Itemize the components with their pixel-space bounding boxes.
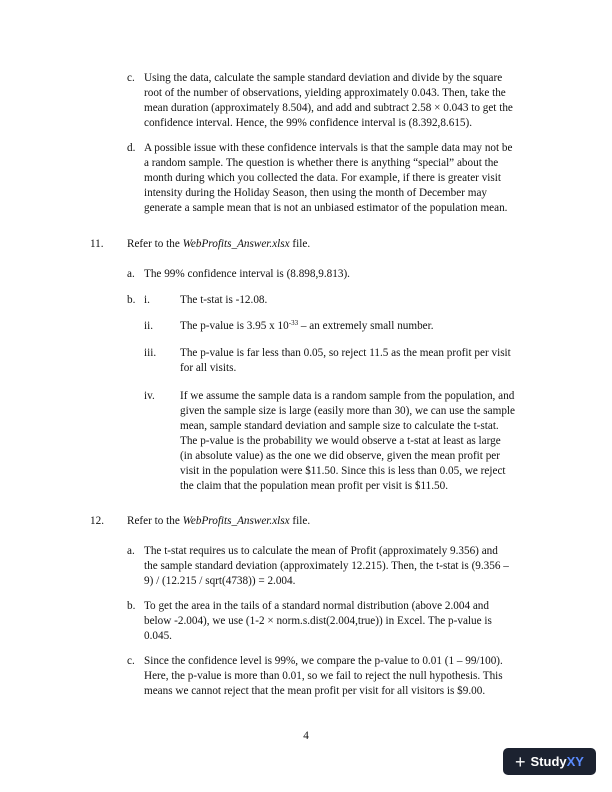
subitem-label: iv. xyxy=(144,390,155,402)
text-line: given the sample size is large (easily more than 30), we can use the sample xyxy=(180,405,515,417)
intro-text: file. xyxy=(289,515,311,527)
text-part: The p-value is 3.95 x 10 xyxy=(180,320,289,332)
text-part: – an extremely small number. xyxy=(298,320,434,332)
text-line: the claim that the population mean profit per visit is $11.50. xyxy=(180,480,449,492)
text-line: The p-value is far less than 0.05, so reject 11.5 as the mean profit per visit xyxy=(180,347,511,359)
text-line: for all visits. xyxy=(180,362,237,374)
text-line: The t-stat requires us to calculate the mean of Profit (approximately 9.356) and xyxy=(144,545,498,557)
studyxy-badge[interactable] xyxy=(503,748,596,775)
item-label: c. xyxy=(127,655,135,667)
text-line: root of the number of observations, yielding approximately 0.043. Then, take the xyxy=(144,87,506,99)
question-number: 12. xyxy=(90,515,104,527)
item-label: b. xyxy=(127,294,136,306)
text-line: 0.045. xyxy=(144,630,172,642)
text-line: The t-stat is -12.08. xyxy=(180,294,268,306)
text-line: the sample standard deviation (approximately 12.215). Then, the t-stat is (9.356 – xyxy=(144,560,509,572)
question-number: 11. xyxy=(90,238,104,250)
text-line: below -2.004), we use (1-2 × norm.s.dist(2.004,true)) in Excel. The p-value is xyxy=(144,615,492,627)
subitem-label: iii. xyxy=(144,347,157,359)
item-label: a. xyxy=(127,268,135,280)
text-line: visit in the population were $11.50. Since this is less than 0.05, we reject xyxy=(180,465,506,477)
text-line: The p-value is the probability we would observe a t-stat at least as large xyxy=(180,435,501,447)
exponent: -33 xyxy=(288,319,299,327)
text-line: If we assume the sample data is a random sample from the population, and xyxy=(180,390,515,402)
item-label: d. xyxy=(127,142,136,154)
text-line: Here, the p-value is more than 0.01, so we fail to reject the null hypothesis. This xyxy=(144,670,503,682)
question-12-intro xyxy=(127,514,310,529)
plus-icon: + xyxy=(515,751,526,772)
text-line: mean, sample standard deviation and sample size to calculate the t-stat. xyxy=(180,420,499,432)
text-line: Using the data, calculate the sample standard deviation and divide by the square xyxy=(144,72,503,84)
brand-text: Study xyxy=(530,754,567,769)
brand-text-accent: XY xyxy=(566,754,584,769)
text-line: A possible issue with these confidence intervals is that the sample data may not be xyxy=(144,142,513,154)
text-line: Since the confidence level is 99%, we compare the p-value to 0.01 (1 – 99/100). xyxy=(144,655,503,667)
file-name: WebProfits_Answer.xlsx xyxy=(182,238,290,250)
text-line: 9) / (12.215 / sqrt(4738)) = 2.004. xyxy=(144,575,296,587)
item-label: c. xyxy=(127,72,135,84)
answer-10c-text xyxy=(144,71,513,131)
text-line: (in absolute value) as the one we did observe, given the mean profit per xyxy=(180,450,500,462)
subitem-label: ii. xyxy=(144,320,154,332)
question-11-intro xyxy=(127,237,310,252)
item-label: b. xyxy=(127,600,136,612)
intro-text: file. xyxy=(289,238,311,250)
intro-text: Refer to the xyxy=(127,515,183,527)
text-line: mean duration (approximately 8.504), and add and subtract 2.58 × 0.043 to get the xyxy=(144,102,513,114)
text-line: The 99% confidence interval is (8.898,9.813). xyxy=(144,268,350,280)
file-name: WebProfits_Answer.xlsx xyxy=(182,515,290,527)
intro-text: Refer to the xyxy=(127,238,183,250)
answer-10d-text xyxy=(144,141,512,216)
text-line: a random sample. The question is whether there is anything “special” about the xyxy=(144,157,499,169)
text-line: generate a sample mean that is not an unbiased estimator of the population mean. xyxy=(144,202,508,214)
page-number: 4 xyxy=(303,730,309,742)
text-line: intensity during the Holiday Season, then using the month of December may xyxy=(144,187,488,199)
text-line: means we cannot reject that the mean profit per visit for all visitors is $9.00. xyxy=(144,685,486,697)
text-line: To get the area in the tails of a standard normal distribution (above 2.004 and xyxy=(144,600,489,612)
item-label: a. xyxy=(127,545,135,557)
subitem-label: i. xyxy=(144,294,150,306)
text-line: confidence interval. Hence, the 99% confidence interval is (8.392,8.615). xyxy=(144,117,473,129)
text-line: month during which you collected the data. For example, if there is greater visit xyxy=(144,172,501,184)
